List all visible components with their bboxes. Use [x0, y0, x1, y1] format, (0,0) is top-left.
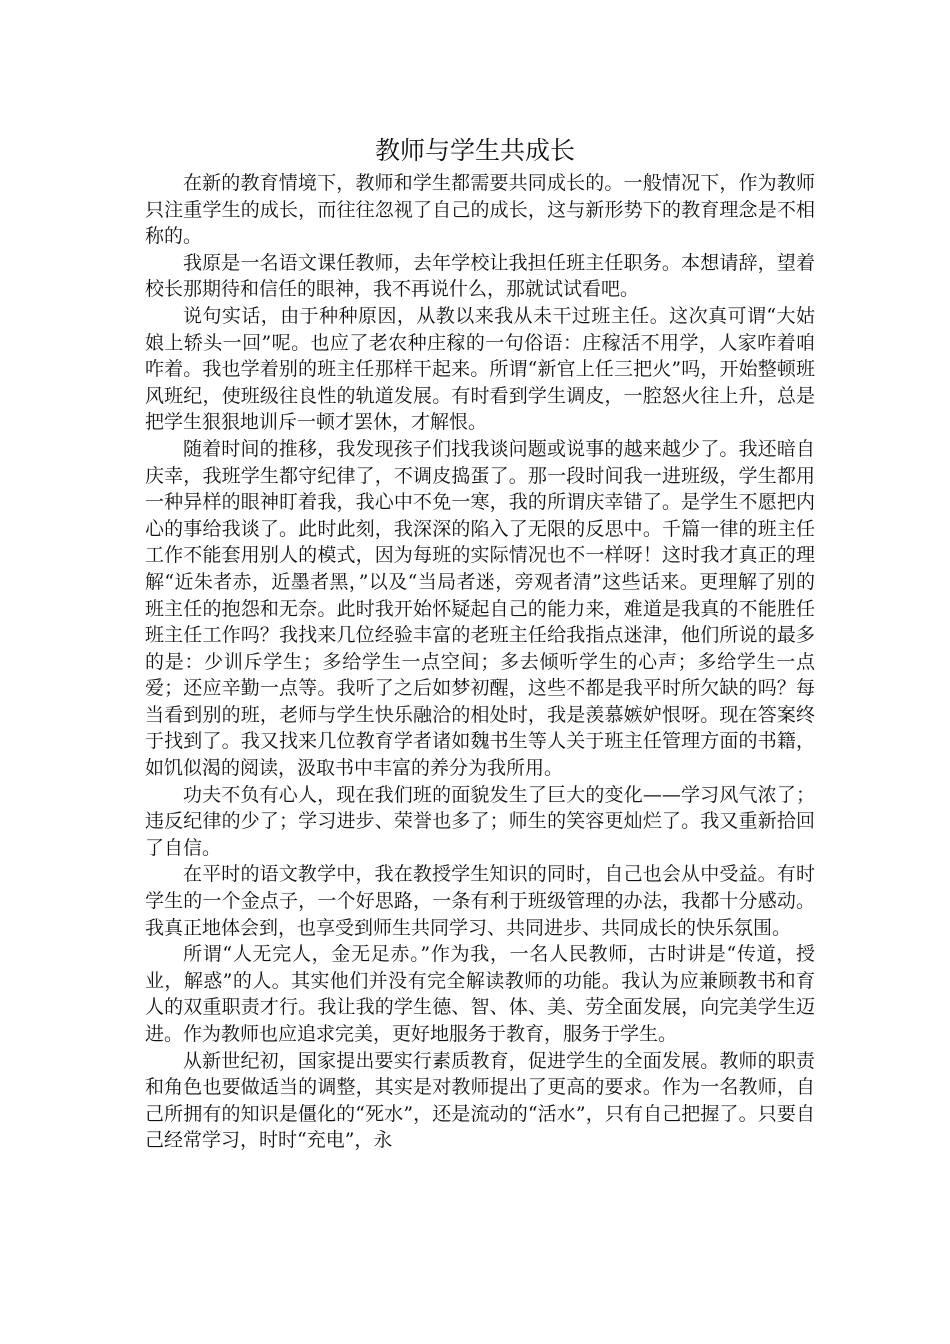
paragraph-8: 从新世纪初，国家提出要实行素质教育，促进学生的全面发展。教师的职责和角色也要做适当的调整，其实是对教师提出了更高的要求。作为一名教师，自己所拥有的知识是僵化的“死水”，还是流动的“活水”，只有自己把握了。只要自己经常学习，时时“充电”，永: [145, 1049, 815, 1152]
paragraph-7: 所谓“人无完人，金无足赤。”作为我，一名人民教师，古时讲是“传道，授业，解惑”的人。其实他们并没有完全解读教师的功能。我认为应兼顾教书和育人的双重职责才行。我让我的学生德、智、体、美、劳全面发展，向完美学生迈进。作为教师也应追求完美，更好地服务于教育，服务于学生。: [145, 943, 815, 1045]
document-body: [145, 170, 815, 1154]
paragraph-2: 我原是一名语文课任教师，去年学校让我担任班主任职务。本想请辞，望着校长那期待和信任的眼神，我不再说什么，那就试试看吧。: [145, 251, 815, 301]
paragraph-6: 在平时的语文教学中，我在教授学生知识的同时，自己也会从中受益。有时学生的一个金点子，一个好思路，一条有利于班级管理的办法，我都十分感动。我真正地体会到，也享受到师生共同学习、共同进步、共同成长的快乐氛围。: [145, 863, 815, 939]
paragraph-1: 在新的教育情境下，教师和学生都需要共同成长的。一般情况下，作为教师只注重学生的成长，而往往忽视了自己的成长，这与新形势下的教育理念是不相称的。: [145, 172, 815, 248]
paragraph-4: 随着时间的推移，我发现孩子们找我谈问题或说事的越来越少了。我还暗自庆幸，我班学生都守纪律了，不调皮捣蛋了。那一段时间我一进班级，学生都用一种异样的眼神盯着我，我心中不免一寒，我的所谓庆幸错了。是学生不愿把内心的事给我谈了。此时此刻，我深深的陷入了无限的反思中。千篇一律的班主任工作不能套用别人的模式，因为每班的实际情况也不一样呀！这时我才真正的理解“近朱者赤，近墨者黑，”以及“当局者迷，旁观者清”这些话来。更理解了别的班主任的抱怨和无奈。此时我开始怀疑起自己的能力来，难道是我真的不能胜任班主任工作吗？我找来几位经验丰富的老班主任给我指点迷津，他们所说的最多的是：少训斥学生；多给学生一点空间；多去倾听学生的心声；多给学生一点爱；还应辛勤一点等。我听了之后如梦初醒，这些不都是我平时所欠缺的吗？每当看到别的班，老师与学生快乐融洽的相处时，我是羡慕嫉妒恨呀。现在答案终于找到了。我又找来几位教育学者诸如魏书生等人关于班主任管理方面的书籍，如饥似渴的阅读，汲取书中丰富的养分为我所用。: [145, 437, 815, 780]
paragraph-5: 功夫不负有心人，现在我们班的面貌发生了巨大的变化——学习风气浓了；违反纪律的少了；学习进步、荣誉也多了；师生的笑容更灿烂了。我又重新拾回了自信。: [145, 783, 815, 859]
paragraph-3: 说句实话，由于种种原因，从教以来我从未干过班主任。这次真可谓“大姑娘上轿头一回”呢。也应了老农种庄稼的一句俗语：庄稼活不用学，人家咋着咱咋着。我也学着别的班主任那样干起来。所谓“新官上任三把火”吗，开始整顿班风班纪，使班级往良性的轨道发展。有时看到学生调皮，一腔怒火往上升，总是把学生狠狠地训斥一顿才罢休，才解恨。: [145, 304, 815, 434]
document-title: 教师与学生共成长: [374, 136, 575, 165]
